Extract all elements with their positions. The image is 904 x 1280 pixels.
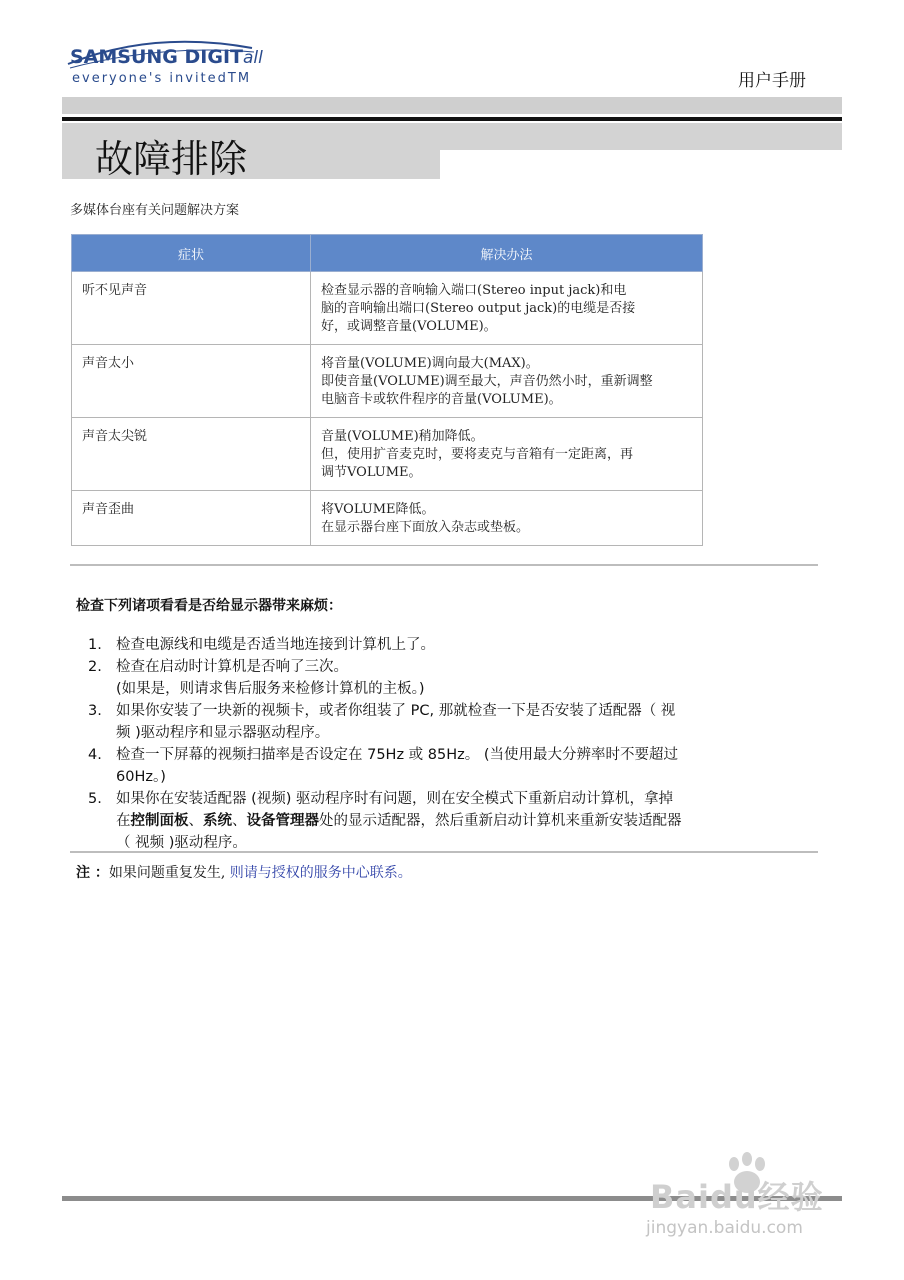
solution-cell: 将VOLUME降低。 在显示器台座下面放入杂志或垫板。 (311, 491, 703, 546)
table-row (72, 418, 703, 491)
note-label: 注 ： (76, 865, 109, 881)
check-heading: 检查下列诸项看看是否给显示器带来麻烦： (76, 598, 342, 614)
list-item: 5. 如果你在安装适配器 (视频) 驱动程序时有问题，则在安全模式下重新启动计算机，拿掉 在控制面板、系统、设备管理器处的显示适配器，然后重新启动计算机来重新安装适配器 （ 视频 )驱动程序。 (88, 791, 682, 851)
service-center-link[interactable]: 则请与授权的服务中心联系。 (229, 865, 412, 881)
watermark-brand: Baidu经验 (650, 1178, 824, 1216)
header-symptom: 症状 (72, 235, 311, 272)
header-rule (62, 117, 842, 121)
samsung-logo (62, 34, 262, 94)
title-tab-curve (440, 150, 842, 179)
troubleshooting-table (71, 234, 703, 546)
list-item: 4. 检查一下屏幕的视频扫描率是否设定在 75Hz 或 85Hz。 (当使用最大分辨率时不要超过 60Hz。) (88, 747, 679, 785)
table-row (72, 491, 703, 546)
list-item: 3. 如果你安装了一块新的视频卡，或者你组装了 PC, 那就检查一下是否安装了适配器（ 视 频 )驱动程序和显示器驱动程序。 (88, 703, 676, 741)
title-tab-extension (440, 123, 842, 150)
control-panel-label: 控制面板 (130, 813, 189, 829)
system-label: 系统 (203, 813, 232, 829)
logo-tagline: everyone's invitedTM (72, 71, 252, 86)
note-text: 如果问题重复发生, (108, 865, 230, 881)
divider (70, 564, 818, 566)
table-row (72, 345, 703, 418)
note (76, 862, 412, 882)
logo-wordmark: SAMSUNG DIGITall (70, 46, 263, 68)
watermark-url: jingyan.baidu.com (646, 1218, 803, 1238)
manual-label: 用户手册 (738, 71, 806, 91)
solution-cell: 检查显示器的音响输入端口(Stereo input jack)和电 脑的音响输出端口(Stereo output jack)的电缆是否接 好，或调整音量(VOLUME)。 (311, 272, 703, 345)
page-title: 故障排除 (95, 137, 248, 181)
list-item: 1. 检查电源线和电缆是否适当地连接到计算机上了。 (88, 637, 435, 653)
divider (70, 851, 818, 853)
solution-cell: 音量(VOLUME)稍加降低。 但，使用扩音麦克时，要将麦克与音箱有一定距离，再 调节VOLUME。 (311, 418, 703, 491)
symptom-cell: 声音太小 (72, 345, 311, 418)
list-item: 2. 检查在启动时计算机是否响了三次。 (如果是，则请求售后服务来检修计算机的主板。) (88, 659, 425, 697)
symptom-cell: 听不见声音 (72, 272, 311, 345)
section-subtitle: 多媒体台座有关问题解决方案 (70, 203, 240, 218)
table-header-row (72, 235, 703, 272)
baidu-watermark (640, 1160, 860, 1260)
solution-cell: 将音量(VOLUME)调向最大(MAX)。 即使音量(VOLUME)调至最大，声音仍然小时，重新调整 电脑音卡或软件程序的音量(VOLUME)。 (311, 345, 703, 418)
header-band (62, 97, 842, 114)
symptom-cell: 声音太尖锐 (72, 418, 311, 491)
header-solution: 解决办法 (311, 235, 703, 272)
device-manager-label: 设备管理器 (246, 813, 319, 829)
table-row (72, 272, 703, 345)
checklist (88, 634, 818, 854)
symptom-cell: 声音歪曲 (72, 491, 311, 546)
